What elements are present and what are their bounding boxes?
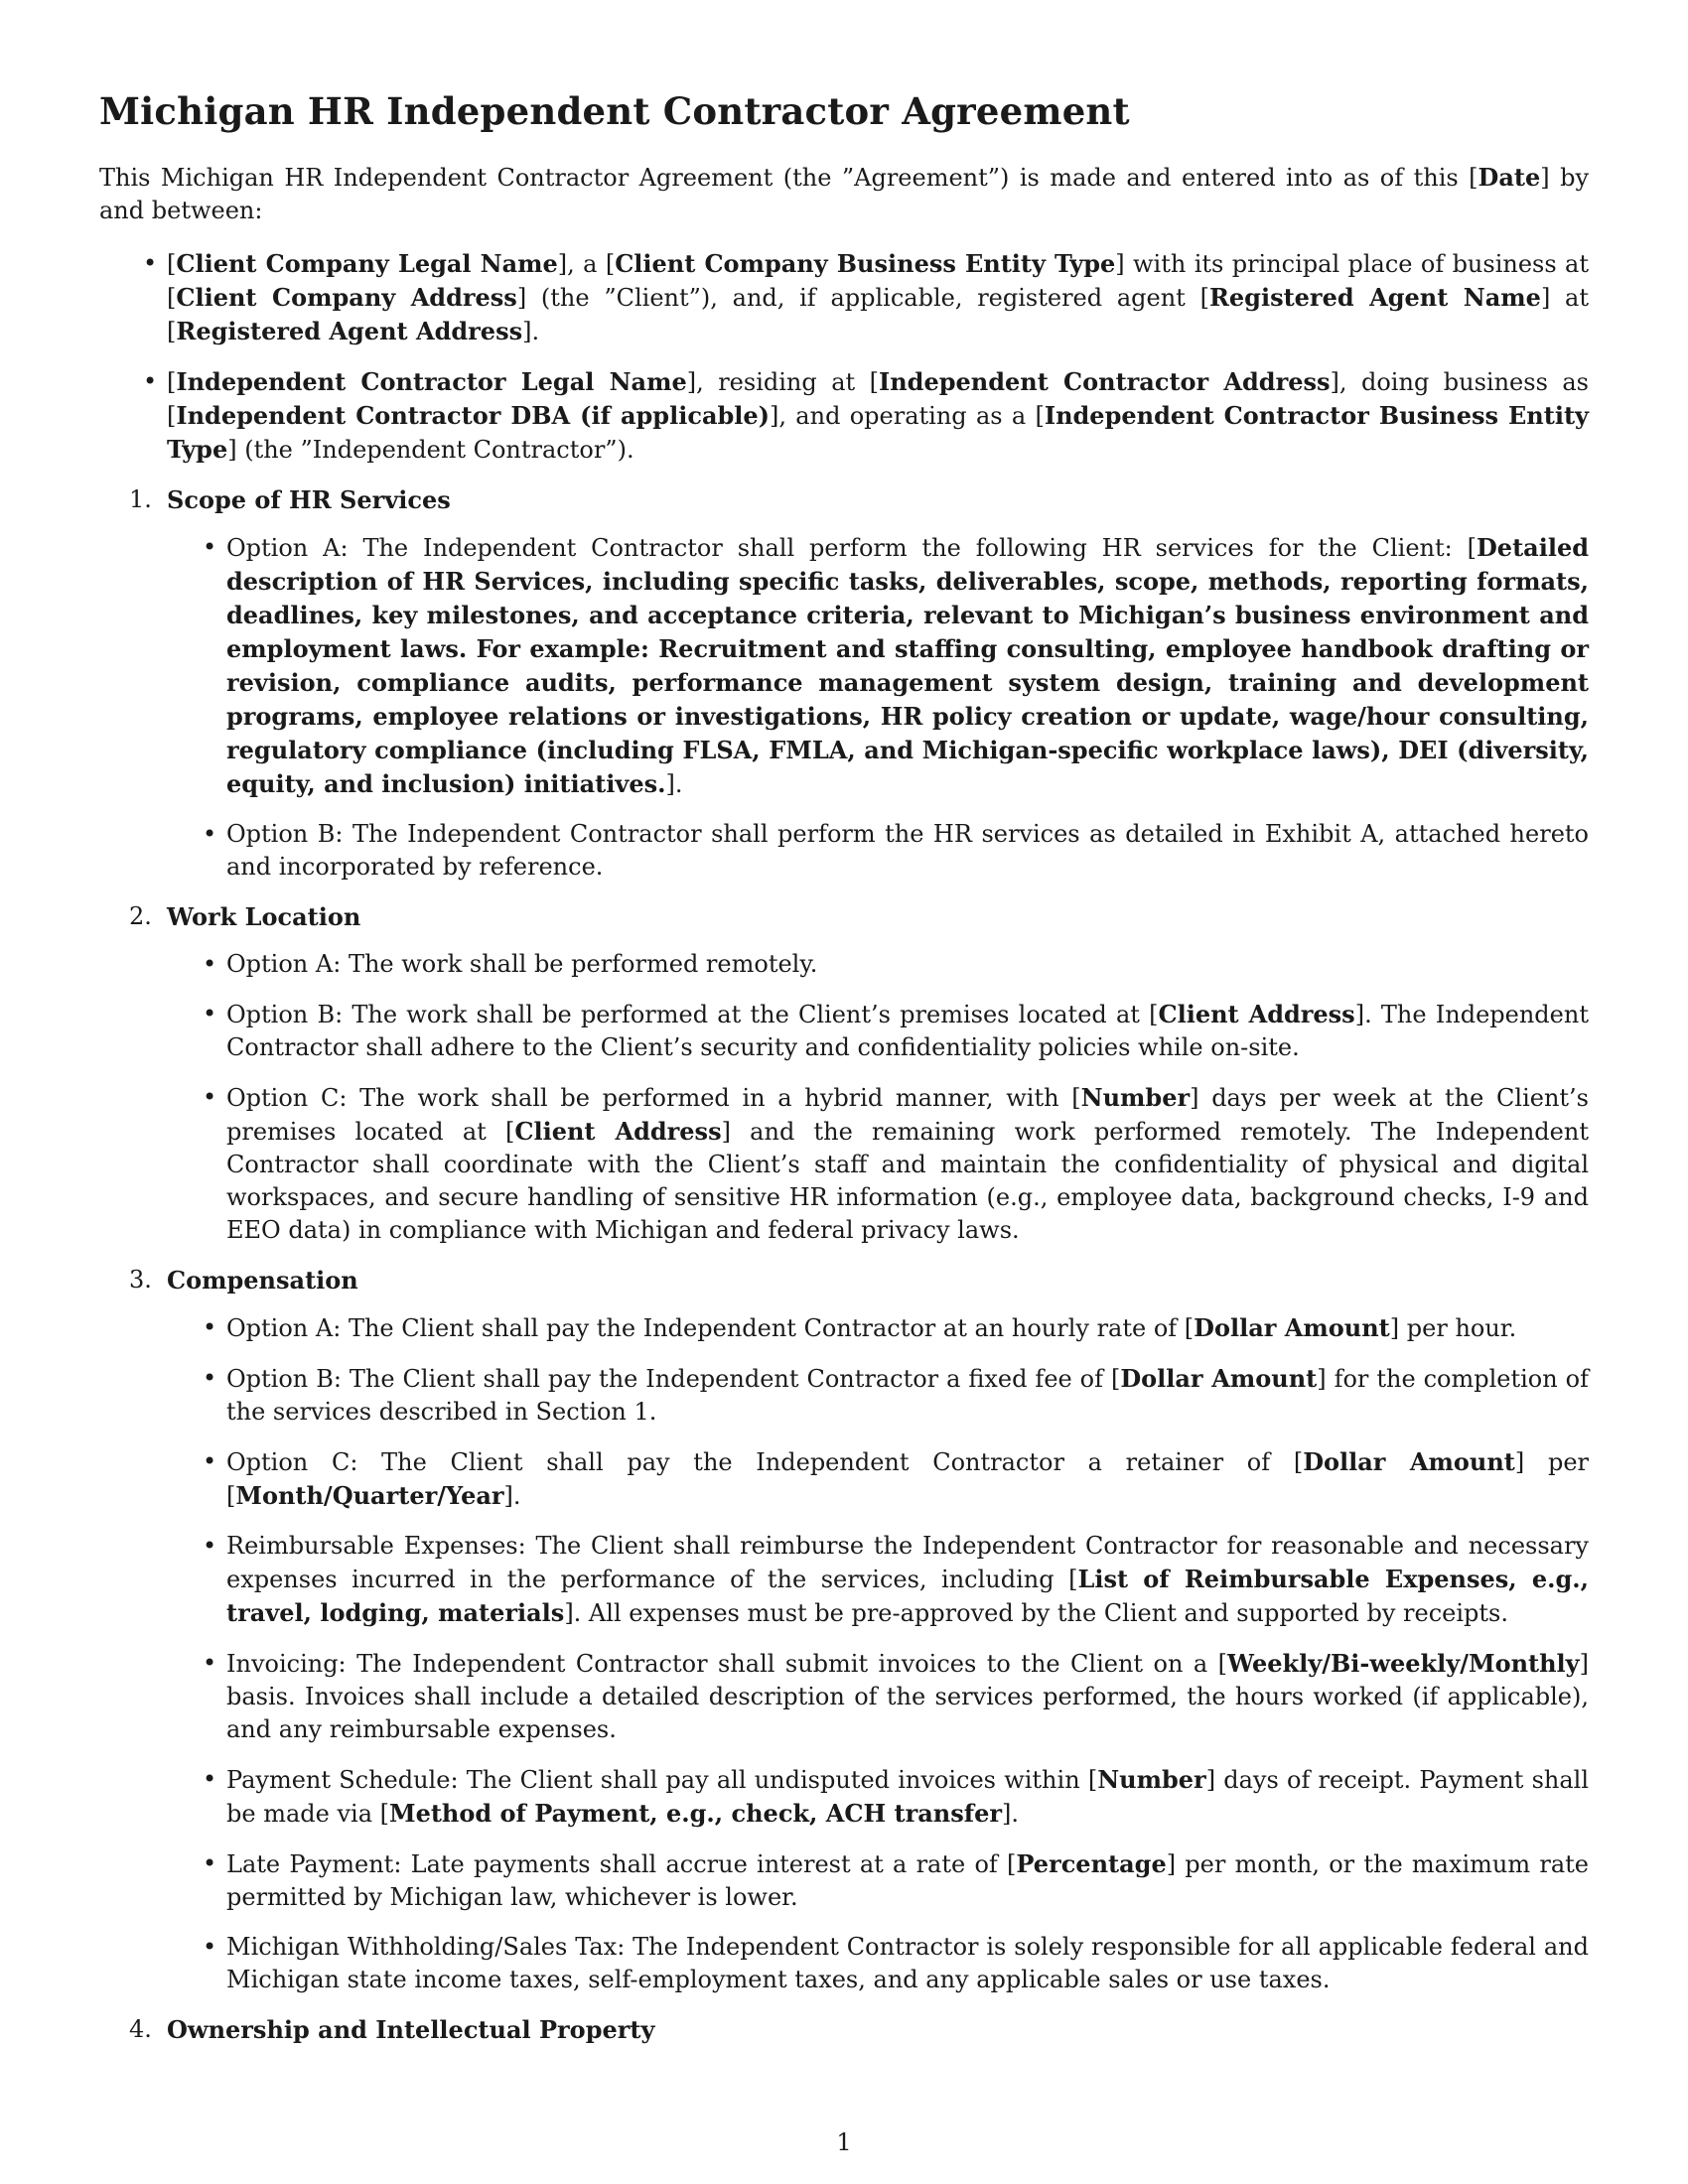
text-segment: ] (the ”Independent Contractor”). (227, 436, 634, 464)
section-number: 1. (129, 485, 152, 513)
text-segment: Option B: The Independent Contractor shall perform the HR services as detailed in Exhibit A, attached hereto and incorporated by reference. (226, 820, 1589, 881)
text-segment: Option C: The Client shall pay the Independent Contractor a retainer of [ (226, 1448, 1304, 1476)
text-segment: [ (167, 250, 177, 278)
text-segment: ]. All expenses must be pre-approved by the Client and supported by receipts. (564, 1599, 1508, 1627)
section-item (129, 1264, 1590, 1996)
placeholder-field: Registered Agent Name (1208, 283, 1541, 312)
option-item (226, 1445, 1589, 1513)
text-segment: Option C: The work shall be performed in a hybrid manner, with [ (226, 1084, 1081, 1112)
section-item (129, 900, 1589, 1247)
intro-date-placeholder: Date (1477, 163, 1541, 192)
text-segment: Reimbursable Expenses: The Client shall reimburse the Independent Contractor for reasonable and necessary expenses incurred in the performance of the services, including [ (226, 1532, 1589, 1593)
section-item (129, 483, 1589, 884)
placeholder-field: Independent Contractor Legal Name (176, 367, 687, 396)
placeholder-field: Client Address (1158, 1000, 1355, 1028)
text-segment: [ (167, 368, 177, 396)
text-segment: ] days of receipt. Payment shall be made via [ (226, 1766, 1590, 1828)
text-segment: ] per hour. (1389, 1314, 1517, 1342)
text-segment: ], doing business as [ (167, 368, 1589, 430)
text-segment: ] per month, or the maximum rate permitted by Michigan law, whichever is lower. (226, 1850, 1589, 1911)
option-item (226, 1530, 1589, 1630)
option-item (226, 818, 1589, 884)
option-item (226, 1847, 1589, 1914)
text-segment: ]. (665, 770, 683, 798)
text-segment: ] (the ”Client”), and, if applicable, registered agent [ (516, 284, 1209, 312)
text-segment: ] per [ (226, 1448, 1589, 1510)
text-segment: ]. (522, 318, 540, 345)
section-number: 2. (129, 902, 152, 930)
text-segment: ] at [ (167, 284, 1589, 345)
page-number: 1 (836, 2128, 852, 2156)
placeholder-field: Weekly/Bi-weekly/Monthly (1226, 1649, 1580, 1678)
text-segment: Option A: The Independent Contractor shall perform the following HR services for the Client: [ (226, 534, 1477, 562)
document-page (99, 89, 1589, 2061)
text-segment: ] days per week at the Client’s premises located at [ (226, 1084, 1589, 1146)
party-item (167, 247, 1589, 348)
section-options-list (167, 1311, 1589, 1996)
placeholder-field: Detailed description of HR Services, including specific tasks, deliverables, scope, methods, reporting formats, deadlines, key milestones, and acceptance criteria, relevant to Michigan’s business environment and employment laws. For example: Recruitment and staffing consulting, employee handbook drafting or revision, compliance audits, performance management system design, training and development programs, employee relations or investigations, HR policy creation or update, wage/hour consulting, regulatory compliance (including FLSA, FMLA, and Michigan-specific workplace laws), DEI (diversity, equity, and inclusion) initiatives. (226, 533, 1589, 798)
text-segment: Option A: The work shall be performed remotely. (226, 950, 818, 978)
text-segment: ] for the completion of the services described in Section 1. (226, 1365, 1589, 1426)
option-item (226, 1647, 1589, 1746)
text-segment: Late Payment: Late payments shall accrue interest at a rate of [ (226, 1850, 1017, 1878)
text-segment: Option B: The Client shall pay the Independent Contractor a fixed fee of [ (226, 1365, 1121, 1393)
section-number: 3. (129, 1266, 152, 1294)
option-item (226, 1362, 1589, 1429)
text-segment: ]. (1002, 1800, 1020, 1828)
section-title: Compensation (167, 1266, 358, 1295)
text-segment: ], and operating as a [ (770, 402, 1045, 430)
placeholder-field: Client Address (514, 1117, 722, 1146)
section-title: Ownership and Intellectual Property (167, 2015, 655, 2044)
placeholder-field: Percentage (1016, 1849, 1167, 1878)
section-item (129, 2013, 1589, 2046)
text-segment: ] with its principal place of business at [ (167, 250, 1589, 312)
section-title: Work Location (167, 902, 361, 931)
placeholder-field: Dollar Amount (1303, 1447, 1515, 1476)
placeholder-field: Client Company Business Entity Type (615, 249, 1116, 278)
option-item (226, 998, 1589, 1064)
placeholder-field: Number (1080, 1083, 1191, 1112)
text-segment: Invoicing: The Independent Contractor shall submit invoices to the Client on a [ (226, 1650, 1227, 1678)
placeholder-field: Registered Agent Address (176, 317, 523, 345)
document-title: Michigan HR Independent Contractor Agreement (99, 89, 1130, 133)
option-item (226, 1081, 1589, 1247)
text-segment: ]. The Independent Contractor shall adhere to the Client’s security and confidentiality policies while on-site. (226, 1001, 1589, 1061)
sections-list (99, 483, 1589, 2046)
placeholder-field: List of Reimbursable Expenses, e.g., travel, lodging, materials (226, 1565, 1589, 1627)
text-segment: ] basis. Invoices shall include a detailed description of the services performed, the hours worked (if applicable), and any reimbursable expenses. (226, 1650, 1589, 1743)
option-item (226, 531, 1589, 801)
section-options-list (167, 531, 1589, 884)
placeholder-field: Client Company Legal Name (176, 249, 558, 278)
intro-text-end: ] by and between: (99, 164, 1589, 224)
intro-text: This Michigan HR Independent Contractor Agreement (the ”Agreement”) is made and entered into as of this [ (99, 164, 1478, 192)
text-segment: ], residing at [ (686, 368, 879, 396)
text-segment: Payment Schedule: The Client shall pay all undisputed invoices within [ (226, 1766, 1098, 1794)
text-segment: ] and the remaining work performed remotely. The Independent Contractor shall coordinate with the Client’s staff and maintain the confidentiality of physical and digital workspaces, and secure handling of sensitive HR information (e.g., employee data, background checks, I-9 and EEO data) in compliance with Michigan and federal privacy laws. (226, 1118, 1589, 1244)
placeholder-field: Dollar Amount (1120, 1364, 1318, 1393)
section-title: Scope of HR Services (167, 485, 451, 514)
option-item (226, 948, 1589, 981)
placeholder-field: Independent Contractor Business Entity Type (167, 401, 1589, 464)
placeholder-field: Month/Quarter/Year (235, 1481, 504, 1510)
intro-paragraph (99, 161, 1589, 227)
text-segment: Option B: The work shall be performed at the Client’s premises located at [ (226, 1001, 1159, 1028)
placeholder-field: Method of Payment, e.g., check, ACH transfer (389, 1799, 1003, 1828)
text-segment: Option A: The Client shall pay the Independent Contractor at an hourly rate of [ (226, 1314, 1195, 1342)
option-item (226, 1763, 1589, 1831)
placeholder-field: Number (1097, 1765, 1206, 1794)
section-options-list (167, 948, 1589, 1247)
option-item (226, 1311, 1589, 1345)
party-item (167, 365, 1589, 467)
text-segment: ]. (503, 1482, 521, 1510)
parties-list (99, 247, 1589, 467)
option-item (226, 1931, 1589, 1996)
section-number: 4. (129, 2015, 152, 2043)
placeholder-field: Independent Contractor DBA (if applicable) (176, 401, 771, 430)
placeholder-field: Dollar Amount (1194, 1313, 1390, 1342)
text-segment: ], a [ (557, 250, 616, 278)
placeholder-field: Independent Contractor Address (879, 367, 1331, 396)
placeholder-field: Client Company Address (176, 283, 517, 312)
text-segment: Michigan Withholding/Sales Tax: The Independent Contractor is solely responsible for all applicable federal and Michigan state income taxes, self-employment taxes, and any applicable sales or use taxes. (226, 1933, 1589, 1993)
